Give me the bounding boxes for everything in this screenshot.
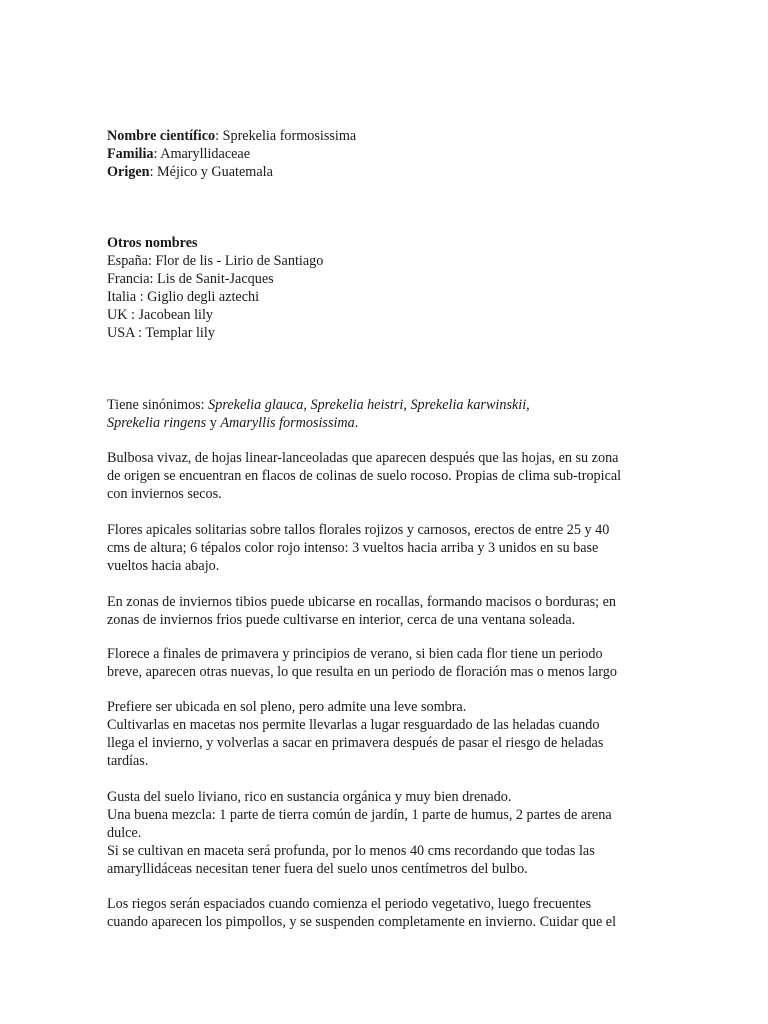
family-label: Familia: [107, 146, 154, 162]
text-line: vueltos hacia abajo.: [107, 558, 220, 574]
paragraph-florece: [107, 645, 667, 681]
text-line: de origen se encuentran en flacos de colinas de suelo rocoso. Propias de clima sub-tropical: [107, 468, 622, 484]
text-line: Gusta del suelo liviano, rico en sustancia orgánica y muy bien drenado.: [107, 789, 512, 805]
synonym-heistri: Sprekelia heistri: [310, 397, 404, 413]
synonym-karwinskii: Sprekelia karwinskii: [410, 397, 527, 413]
scientific-name-line: [107, 127, 667, 145]
text-line: Los riegos serán espaciados cuando comienza el periodo vegetativo, luego frecuentes: [107, 896, 592, 912]
synonym-ringens: Sprekelia ringens: [107, 415, 207, 431]
text-line: Si se cultivan en maceta será profunda, por lo menos 40 cms recordando que todas las: [107, 843, 595, 859]
text-line: Flores apicales solitarias sobre tallos florales rojizos y carnosos, erectos de entre 25 y 40: [107, 522, 610, 538]
synonym-separator: ,: [526, 397, 530, 413]
other-names-block: [107, 234, 667, 342]
other-name-france: Francia: Lis de Sanit-Jacques: [107, 271, 274, 287]
family-line: [107, 145, 667, 163]
paragraph-flores: [107, 521, 667, 575]
text-line: zonas de inviernos frios puede cultivarse en interior, cerca de una ventana soleada.: [107, 612, 576, 628]
synonym-amaryllis: Amaryllis formosissima: [220, 415, 355, 431]
family-value: : Amaryllidaceae: [153, 146, 251, 162]
origin-value: : Méjico y Guatemala: [149, 164, 273, 180]
text-line: cuando aparecen los pimpollos, y se suspenden completamente en invierno. Cuidar que el: [107, 914, 617, 930]
paragraph-riegos: [107, 895, 667, 931]
text-line: llega el invierno, y volverlas a sacar en primavera después de pasar el riesgo de heladas: [107, 735, 604, 751]
synonyms-intro: Tiene sinónimos:: [107, 397, 209, 413]
text-line: dulce.: [107, 825, 142, 841]
text-line: Una buena mezcla: 1 parte de tierra común de jardín, 1 parte de humus, 2 partes de arena: [107, 807, 612, 823]
text-line: Bulbosa vivaz, de hojas linear-lanceoladas que aparecen después que las hojas, en su zona: [107, 450, 619, 466]
synonym-end: .: [354, 415, 359, 431]
synonym-glauca: Sprekelia glauca: [208, 397, 304, 413]
other-name-uk: UK : Jacobean lily: [107, 307, 213, 323]
header-block: [107, 127, 667, 181]
other-name-usa: USA : Templar lily: [107, 325, 215, 341]
paragraph-prefiere: [107, 698, 667, 770]
origin-line: [107, 163, 667, 181]
other-name-spain: España: Flor de lis - Lirio de Santiago: [107, 253, 324, 269]
scientific-name-label: Nombre científico: [107, 128, 216, 144]
scientific-name-value: : Sprekelia formosissima: [215, 128, 357, 144]
paragraph-suelo: [107, 788, 667, 878]
text-line: Florece a finales de primavera y principios de verano, si bien cada flor tiene un periodo: [107, 646, 603, 662]
paragraph-bulbosa: [107, 449, 667, 503]
text-line: Prefiere ser ubicada en sol pleno, pero admite una leve sombra.: [107, 699, 467, 715]
text-line: Cultivarlas en macetas nos permite llevarlas a lugar resguardado de las heladas cuando: [107, 717, 600, 733]
synonyms-line-1: [107, 396, 667, 414]
synonyms-line-2: [107, 414, 667, 432]
paragraph-zonas: [107, 593, 667, 629]
text-line: En zonas de inviernos tibios puede ubicarse en rocallas, formando macisos o borduras; en: [107, 594, 617, 610]
other-names-title: Otros nombres: [107, 235, 198, 251]
origin-label: Origen: [107, 164, 150, 180]
synonym-separator: ,: [403, 397, 411, 413]
other-name-italy: Italia : Giglio degli aztechi: [107, 289, 260, 305]
synonyms-paragraph: [107, 396, 667, 432]
text-line: amaryllidáceas necesitan tener fuera del suelo unos centímetros del bulbo.: [107, 861, 528, 877]
text-line: tardías.: [107, 753, 149, 769]
synonym-separator: ,: [303, 397, 311, 413]
text-line: cms de altura; 6 tépalos color rojo intenso: 3 vueltos hacia arriba y 3 unidos en su base: [107, 540, 599, 556]
text-line: breve, aparecen otras nuevas, lo que resulta en un periodo de floración mas o menos largo: [107, 664, 617, 680]
synonym-conjunction: y: [206, 415, 221, 431]
text-line: con inviernos secos.: [107, 486, 222, 502]
